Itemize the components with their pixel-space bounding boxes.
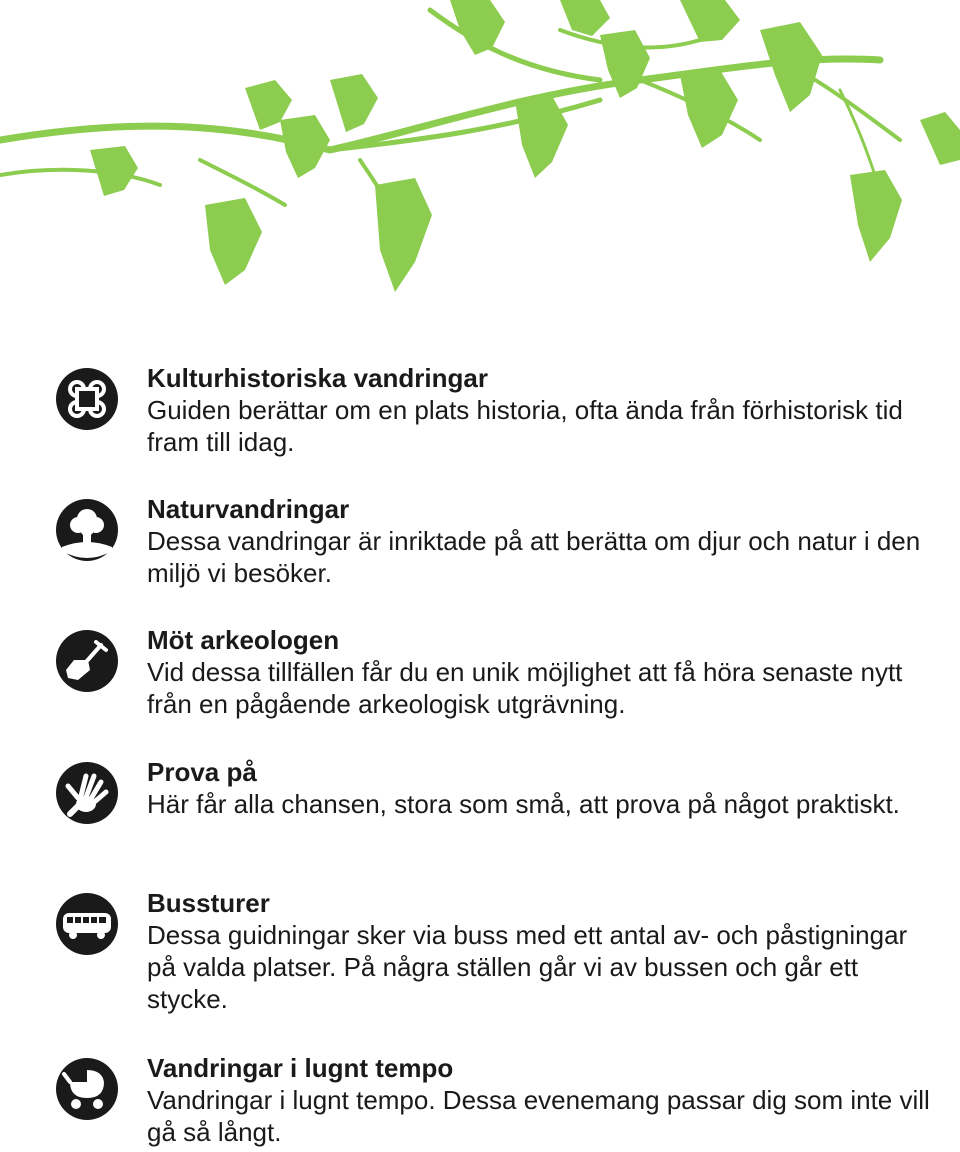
item-description: Guiden berättar om en plats historia, ofta ända från förhistorisk tid fram till idag. [147, 395, 903, 457]
item-title: Vandringar i lugnt tempo [147, 1053, 454, 1083]
item-description: Vandringar i lugnt tempo. Dessa evenemang passar dig som inte vill gå så långt. [147, 1085, 930, 1147]
item-description: Här får alla chansen, stora som små, att prova på något praktiskt. [147, 789, 900, 819]
item-title: Prova på [147, 757, 257, 787]
tree-icon [56, 499, 118, 561]
item-title: Naturvandringar [147, 494, 350, 524]
item-title: Möt arkeologen [147, 625, 340, 655]
shovel-icon [56, 630, 118, 692]
item-description: Vid dessa tillfällen får du en unik möjlighet att få höra senaste nytt från en pågående arkeologisk utgrävning. [147, 657, 903, 719]
item-description: Dessa vandringar är inriktade på att berätta om djur och natur i den miljö vi besöker. [147, 526, 921, 588]
bus-icon [56, 893, 118, 955]
item-title: Bussturer [147, 888, 270, 918]
item-description: Dessa guidningar sker via buss med ett antal av- och påstigningar på valda platser. På några ställen går vi av bussen och går ett stycke. [147, 920, 908, 1014]
hand-icon [56, 762, 118, 824]
cultural-heritage-icon [56, 368, 118, 430]
item-title: Kulturhistoriska vandringar [147, 363, 488, 393]
stroller-icon [56, 1058, 118, 1120]
